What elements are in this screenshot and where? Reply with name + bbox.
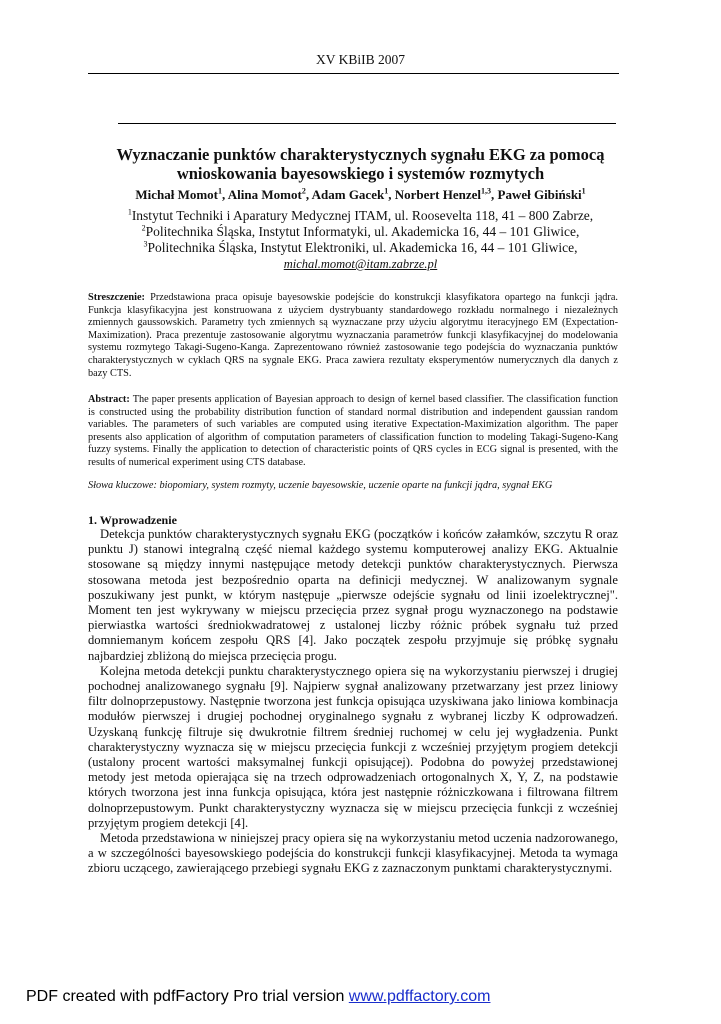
author-affil-mark: 1 bbox=[581, 186, 586, 196]
affiliation-text: Politechnika Śląska, Instytut Elektroniki, ul. Akademicka 16, 44 – 101 Gliwice, bbox=[147, 240, 578, 255]
pdf-footer bbox=[26, 988, 490, 1006]
author-affil-mark: 1 bbox=[218, 186, 222, 196]
running-header: XV KBiIB 2007 bbox=[315, 52, 405, 67]
section-heading: 1. Wprowadzenie bbox=[88, 513, 177, 527]
title-rule bbox=[118, 123, 616, 124]
affiliation-mark: 1 bbox=[127, 207, 132, 217]
author-name: Norbert Henzel bbox=[394, 187, 481, 202]
email-link[interactable]: michal.momot@itam.zabrze.pl bbox=[283, 257, 438, 271]
affiliation bbox=[60, 224, 661, 240]
author-name: Michał Momot bbox=[135, 187, 218, 202]
section-body bbox=[88, 527, 618, 877]
abstract-label: Abstract: bbox=[88, 394, 130, 405]
body-paragraph: Metoda przedstawiona w niniejszej pracy opiera się na wykorzystaniu metod uczenia nadzorowanego, a w szczególności bayesowskiego podejścia do konstrukcji funkcji klasyfikacyjnej. Metoda ta wymaga zbioru uczącego, zawierającego przebiegi sygnału EKG z zaznaczonym punktami charakterystycznymi. bbox=[88, 831, 618, 876]
streszczenie-label: Streszczenie: bbox=[88, 292, 145, 303]
author-affil-mark: 1,3 bbox=[481, 186, 491, 196]
author-list: Michał Momot$^1$, Alina Momot$^2$, Adam Gacek$^1$, Norbert Henzel$^{1,3}$, Paweł Gibiński$^1$ bbox=[135, 186, 586, 202]
author-name: Adam Gacek bbox=[311, 187, 385, 202]
footer-text: PDF created with pdfFactory Pro trial version bbox=[26, 988, 349, 1005]
abstract-text: The paper presents application of Bayesian approach to design of kernel based classifier. The classification function is constructed using the probability distribution function of standard normal distribution and independent gaussian random variables. The parameters of such variables are computed using iterative Expectation-Maximization algorithm. The paper presents also application of algorithm of computation parameters of classification function to modeling Takagi-Sugeno-Kang fuzzy systems. Finally the application to detection of characteristic points of QRS cycles in ECG signal is presented, with the results of numerical experiment using CTS database. bbox=[88, 394, 619, 468]
author-name: Alina Momot bbox=[227, 187, 302, 202]
paper-title: Wyznaczanie punktów charakterystycznych sygnału EKG za pomocą wnioskowania bayesowskiego i systemów rozmytych bbox=[116, 145, 605, 183]
streszczenie bbox=[88, 292, 618, 380]
affiliation bbox=[60, 208, 661, 224]
header-rule bbox=[88, 73, 619, 74]
affiliation-mark: 3 bbox=[143, 239, 148, 249]
author-affil-mark: 1 bbox=[384, 186, 389, 196]
author-name: Paweł Gibiński bbox=[497, 187, 582, 202]
footer-link[interactable]: www.pdffactory.com bbox=[348, 988, 491, 1005]
abstract bbox=[88, 394, 618, 470]
body-paragraph: Detekcja punktów charakterystycznych sygnału EKG (początków i końców załamków, szczytu R oraz punktu J) stanowi integralną część niemal każdego systemu komputerowej analizy EKG. Aktualnie stosowane są między innymi następujące metody detekcji punktów charakterystycznych. Pierwsza stosowana metoda jest bezpośrednio oparta na definicji medycznej. W analizowanym sygnale poszukiwany jest punkt, w którym następuje „pierwsze odejście sygnału od linii izoelektrycznej". Moment ten jest wykrywany w miejscu przecięcia przez sygnał progu wyznaczonego na podstawie pierwiastka wartości średniokwadratowej z ustalonej liczby różnic próbek sygnału tuż przed domniemanym końcem zespołu QRS [4]. Jako początek zespołu przyjmuje się próbkę sygnału najbardziej zbliżoną do miejsca przecięcia progu. bbox=[88, 527, 618, 663]
streszczenie-text: Przedstawiona praca opisuje bayesowskie podejście do konstrukcji klasyfikatora opartego na funkcji jądra. Funkcja klasyfikacyjna jest konstruowana z użyciem dystrybuanty standardowego rozkładu normalnego i niezależnych zmiennych gaussowskich. Parametry tych zmiennych są wyznaczane przy użyciu algorytmu iteracyjnego EM (Expectation-Maximization). Praca prezentuje zastosowanie algorytmu wyznaczania parametrów funkcji klasyfikacyjnej do modelowania systemu rozmytego Takagi-Sugeno-Kanga. Zaprezentowano również zastosowanie tego podejścia do wyznaczania punktów charakterystycznych w cyklach QRS na sygnale EKG. Praca zawiera rezultaty eksperymentów numerycznych dla danych z bazy CTS. bbox=[88, 292, 619, 379]
keywords: Słowa kluczowe: biopomiary, system rozmyty, uczenie bayesowskie, uczenie oparte na funkcji jądra, sygnał EKG bbox=[88, 480, 553, 491]
body-paragraph: Kolejna metoda detekcji punktu charakterystycznego opiera się na wykorzystaniu pierwszej i drugiej pochodnej analizowanego sygnału [9]. Najpierw sygnał analizowany przetwarzany jest przez liniowy filtr dolnoprzepustowy. Następnie tworzona jest funkcja opisująca uzyskiwana jako liniowa kombinacja modułów pierwszej i drugiej pochodnej oryginalnego sygnału z wybranej liczby K odprowadzeń. Uzyskaną funkcję filtruje się dwukrotnie filtrem średniej ruchomej w celu jej wygładzenia. Punkt charakterystyczny wyznacza się w miejscu przecięcia funkcji z wcześniej przyjętym progiem detekcji (ustalony procent wartości maksymalnej funkcji opisującej). Podobna do powyżej przedstawionej metody jest metoda opierająca się na trzech odprowadzeniach ortogonalnych X, Y, Z, na podstawie których tworzona jest inna funkcja opisująca, która jest następnie różniczkowana i filtrowana filtrem dolnoprzepustowym. Punkt charakterystyczny wyznacza się w miejscu przecięcia funkcji z wcześniej przyjętym progiem detekcji [4]. bbox=[88, 663, 618, 830]
affiliation-mark: 2 bbox=[141, 223, 146, 233]
affiliation-text: Politechnika Śląska, Instytut Informatyki, ul. Akademicka 16, 44 – 101 Gliwice, bbox=[145, 224, 580, 239]
affiliation bbox=[60, 240, 661, 256]
author-affil-mark: 2 bbox=[301, 186, 306, 196]
affiliation-text: Instytut Techniki i Aparatury Medycznej ITAM, ul. Roosevelta 118, 41 – 800 Zabrze, bbox=[131, 208, 594, 223]
